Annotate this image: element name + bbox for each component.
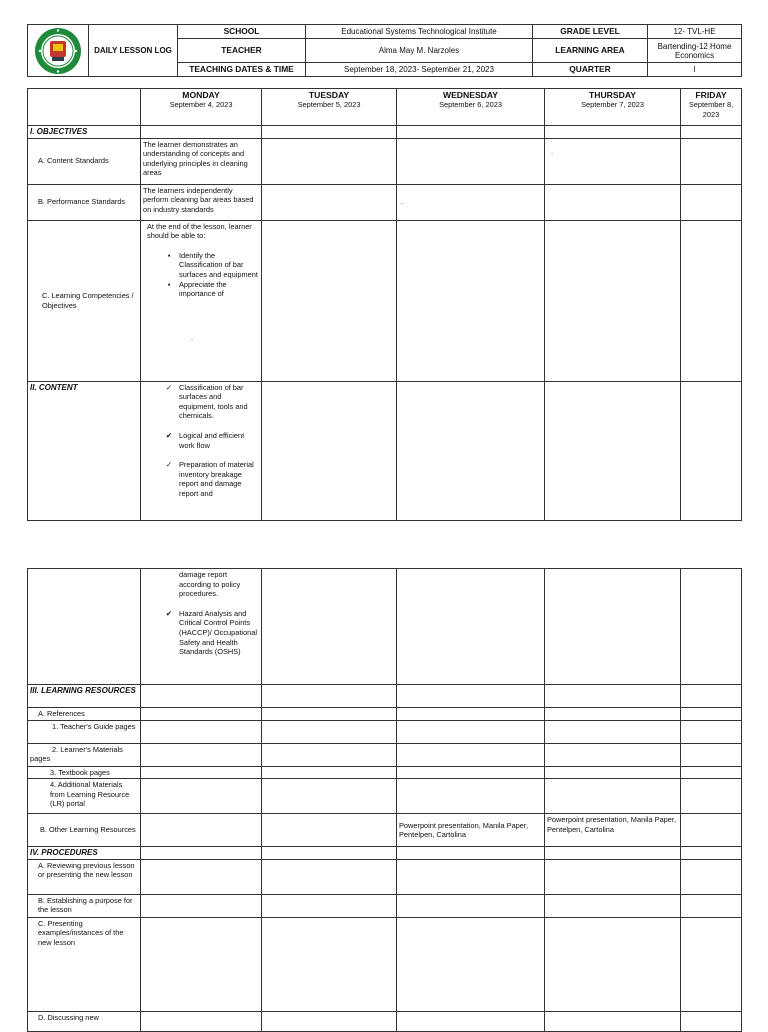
cell: [141, 859, 262, 894]
list-item: [143, 460, 259, 498]
content-monday-continued: [141, 569, 262, 685]
quarter-value: I: [648, 63, 742, 77]
competencies-monday: [141, 220, 262, 381]
cell: [262, 894, 397, 917]
day-date: September 7, 2023: [581, 100, 644, 109]
cell: [262, 814, 397, 847]
cell: [397, 894, 545, 917]
col-friday: [681, 89, 742, 126]
cell: [681, 779, 742, 814]
day-name: WEDNESDAY: [442, 90, 499, 100]
cell: [681, 894, 742, 917]
competencies-dot: .: [191, 332, 194, 342]
cell: [397, 720, 545, 743]
cell: [681, 138, 742, 184]
content-text: Hazard Analysis and Critical Control Points (HACCP)/ Occupational Safety and Health Standards (OSHS): [179, 608, 258, 657]
lesson-table-page-1: [27, 88, 742, 521]
cell: [545, 708, 681, 721]
cell: [397, 779, 545, 814]
bullet-icon: ▪: [167, 279, 171, 289]
cell: [141, 814, 262, 847]
checkmark-heavy-icon: ✔: [165, 430, 173, 440]
cell: [397, 917, 545, 1011]
competency-text: Appreciate the importance of: [179, 279, 227, 299]
cell: [545, 894, 681, 917]
lesson-table-page-2: [27, 568, 742, 1032]
cell: [397, 220, 545, 381]
content-heading: II. CONTENT: [28, 381, 141, 520]
cell: [262, 138, 397, 184]
school-value: Educational Systems Technological Institute: [306, 25, 533, 39]
cell: [681, 917, 742, 1011]
day-name: FRIDAY: [695, 90, 727, 100]
cell: [545, 381, 681, 520]
cell: [545, 743, 681, 766]
list-item: [143, 251, 259, 280]
day-date: September 6, 2023: [439, 100, 502, 109]
corner-cell: [28, 89, 141, 126]
cell: [681, 1011, 742, 1031]
cell: [262, 685, 397, 708]
cell: [681, 569, 742, 685]
cell: [262, 766, 397, 779]
cell: [681, 743, 742, 766]
content-text: Logical and efficient work flow: [179, 430, 245, 450]
competencies-label: C. Learning Competencies / Objectives: [28, 220, 141, 381]
col-monday: [141, 89, 262, 126]
cell: [141, 1011, 262, 1031]
cell: [397, 708, 545, 721]
logo-cell: [28, 25, 89, 77]
cell: [681, 126, 742, 139]
list-item: [143, 431, 259, 450]
cell: [397, 685, 545, 708]
cell: [545, 720, 681, 743]
list-item: [143, 383, 259, 421]
cell: [545, 779, 681, 814]
list-item: [143, 280, 259, 299]
cell: [141, 126, 262, 139]
bullet-icon: ▪: [167, 250, 171, 260]
cell: [545, 847, 681, 860]
procedures-heading: IV. PROCEDURES: [28, 847, 141, 860]
objectives-heading: I. OBJECTIVES: [28, 126, 141, 139]
cell: [141, 743, 262, 766]
area-label: LEARNING AREA: [533, 39, 648, 63]
cell: [681, 685, 742, 708]
content-monday: [141, 381, 262, 520]
school-label: SCHOOL: [178, 25, 306, 39]
cell: [545, 1011, 681, 1031]
other-resources-wednesday: Powerpoint presentation, Manila Paper, Pentelpen, Cartolina: [397, 814, 545, 847]
dates-label: TEACHING DATES & TIME: [178, 63, 306, 77]
cell: [262, 917, 397, 1011]
cell: [397, 569, 545, 685]
cell: [545, 569, 681, 685]
list-item: [143, 570, 259, 599]
grade-value: 12- TVL-HE: [648, 25, 742, 39]
cell: [681, 847, 742, 860]
cell: [397, 126, 545, 139]
cell: [545, 917, 681, 1011]
cell: [262, 859, 397, 894]
other-resources-thursday: Powerpoint presentation, Manila Paper, Pentelpen, Cartolina: [545, 814, 681, 847]
dates-value: September 18, 2023- September 21, 2023: [306, 63, 533, 77]
cell: [397, 743, 545, 766]
grade-label: GRADE LEVEL: [533, 25, 648, 39]
textbook-label: 3. Textbook pages: [28, 766, 141, 779]
resources-heading: III. LEARNING RESOURCES: [28, 685, 141, 708]
cell: [397, 381, 545, 520]
competency-text: Identify the Classification of bar surfaces and equipment: [179, 250, 258, 279]
cell: [262, 779, 397, 814]
cell: [262, 184, 397, 220]
content-text: Classification of bar surfaces and equipment, tools and chemicals.: [179, 382, 248, 421]
procedure-a-label: A. Reviewing previous lesson or presenting the new lesson: [28, 859, 141, 894]
cell: [545, 220, 681, 381]
day-name: THURSDAY: [589, 90, 636, 100]
col-wednesday: [397, 89, 545, 126]
cell: [681, 381, 742, 520]
cell: [262, 720, 397, 743]
cell: [141, 720, 262, 743]
content-text: damage report according to policy procedures.: [179, 570, 241, 599]
cell: [141, 894, 262, 917]
area-value: Bartending-12 Home Economics: [648, 39, 742, 63]
content-standards-thursday: .: [545, 138, 681, 184]
cell: [262, 1011, 397, 1031]
cell: [545, 766, 681, 779]
page-2: [0, 560, 768, 1024]
day-date: September 4, 2023: [169, 100, 233, 109]
col-tuesday: [262, 89, 397, 126]
checkmark-heavy-icon: ✔: [165, 608, 173, 618]
content-list-continued: [143, 570, 259, 657]
procedure-d-label: D. Discussing new: [28, 1011, 141, 1031]
cell: [397, 859, 545, 894]
col-thursday: [545, 89, 681, 126]
cell: [545, 859, 681, 894]
cell: [262, 381, 397, 520]
cell: [397, 138, 545, 184]
cell: [681, 766, 742, 779]
performance-standards-wednesday: .: [397, 184, 545, 220]
cell: [262, 847, 397, 860]
cell: [262, 220, 397, 381]
day-name: TUESDAY: [308, 90, 350, 100]
day-date: September 5, 2023: [297, 100, 361, 109]
cell: [141, 917, 262, 1011]
quarter-label: QUARTER: [533, 63, 648, 77]
page-title: DAILY LESSON LOG: [89, 25, 178, 77]
content-standards-label: A. Content Standards: [28, 138, 141, 184]
teachers-guide-label: 1. Teacher's Guide pages: [28, 720, 141, 743]
cell: [141, 779, 262, 814]
cell: [262, 708, 397, 721]
competencies-list: [143, 251, 259, 299]
cell: [681, 814, 742, 847]
cell: [545, 685, 681, 708]
cell: [397, 1011, 545, 1031]
cell: [681, 720, 742, 743]
day-name: MONDAY: [182, 90, 220, 100]
cell: [545, 126, 681, 139]
cell: [28, 569, 141, 685]
cell: [681, 708, 742, 721]
spacer: [143, 241, 259, 251]
learners-materials-label: 2. Learner's Materials pages: [28, 743, 141, 766]
cell: [397, 766, 545, 779]
cell: [545, 184, 681, 220]
content-text: Preparation of material inventory breakage report and damage report and: [179, 460, 254, 498]
cell: [141, 766, 262, 779]
list-item: [143, 609, 259, 657]
day-date: September 8, 2023: [688, 100, 734, 119]
competencies-intro: At the end of the lesson, learner should be able to:: [147, 221, 252, 241]
checkmark-icon: ✓: [165, 460, 173, 470]
teacher-label: TEACHER: [178, 39, 306, 63]
performance-standards-monday: The learners independently perform cleaning bar areas based on industry standards: [141, 184, 262, 220]
references-label: A. References: [28, 708, 141, 721]
performance-standards-label: B. Performance Standards: [28, 184, 141, 220]
procedure-c-label: C. Presenting examples/instances of the new lesson: [28, 917, 141, 1011]
cell: [141, 708, 262, 721]
header-table: [27, 24, 742, 77]
procedure-b-label: B. Establishing a purpose for the lesson: [28, 894, 141, 917]
teacher-value: Alma May M. Narzoles: [306, 39, 533, 63]
cell: [141, 847, 262, 860]
checkmark-icon: ✓: [165, 382, 173, 392]
cell: [681, 220, 742, 381]
school-seal-logo: [34, 27, 82, 75]
cell: [262, 569, 397, 685]
cell: [141, 685, 262, 708]
cell: [262, 126, 397, 139]
content-list: [143, 383, 259, 499]
cell: [681, 184, 742, 220]
additional-materials-label: 4. Additional Materials from Learning Resource (LR) portal: [28, 779, 141, 814]
other-resources-label: B. Other Learning Resources: [28, 814, 141, 847]
cell: [397, 847, 545, 860]
cell: [681, 859, 742, 894]
cell: [262, 743, 397, 766]
content-standards-monday: The learner demonstrates an understanding of concepts and underlying principles in cleaning areas: [141, 138, 262, 184]
